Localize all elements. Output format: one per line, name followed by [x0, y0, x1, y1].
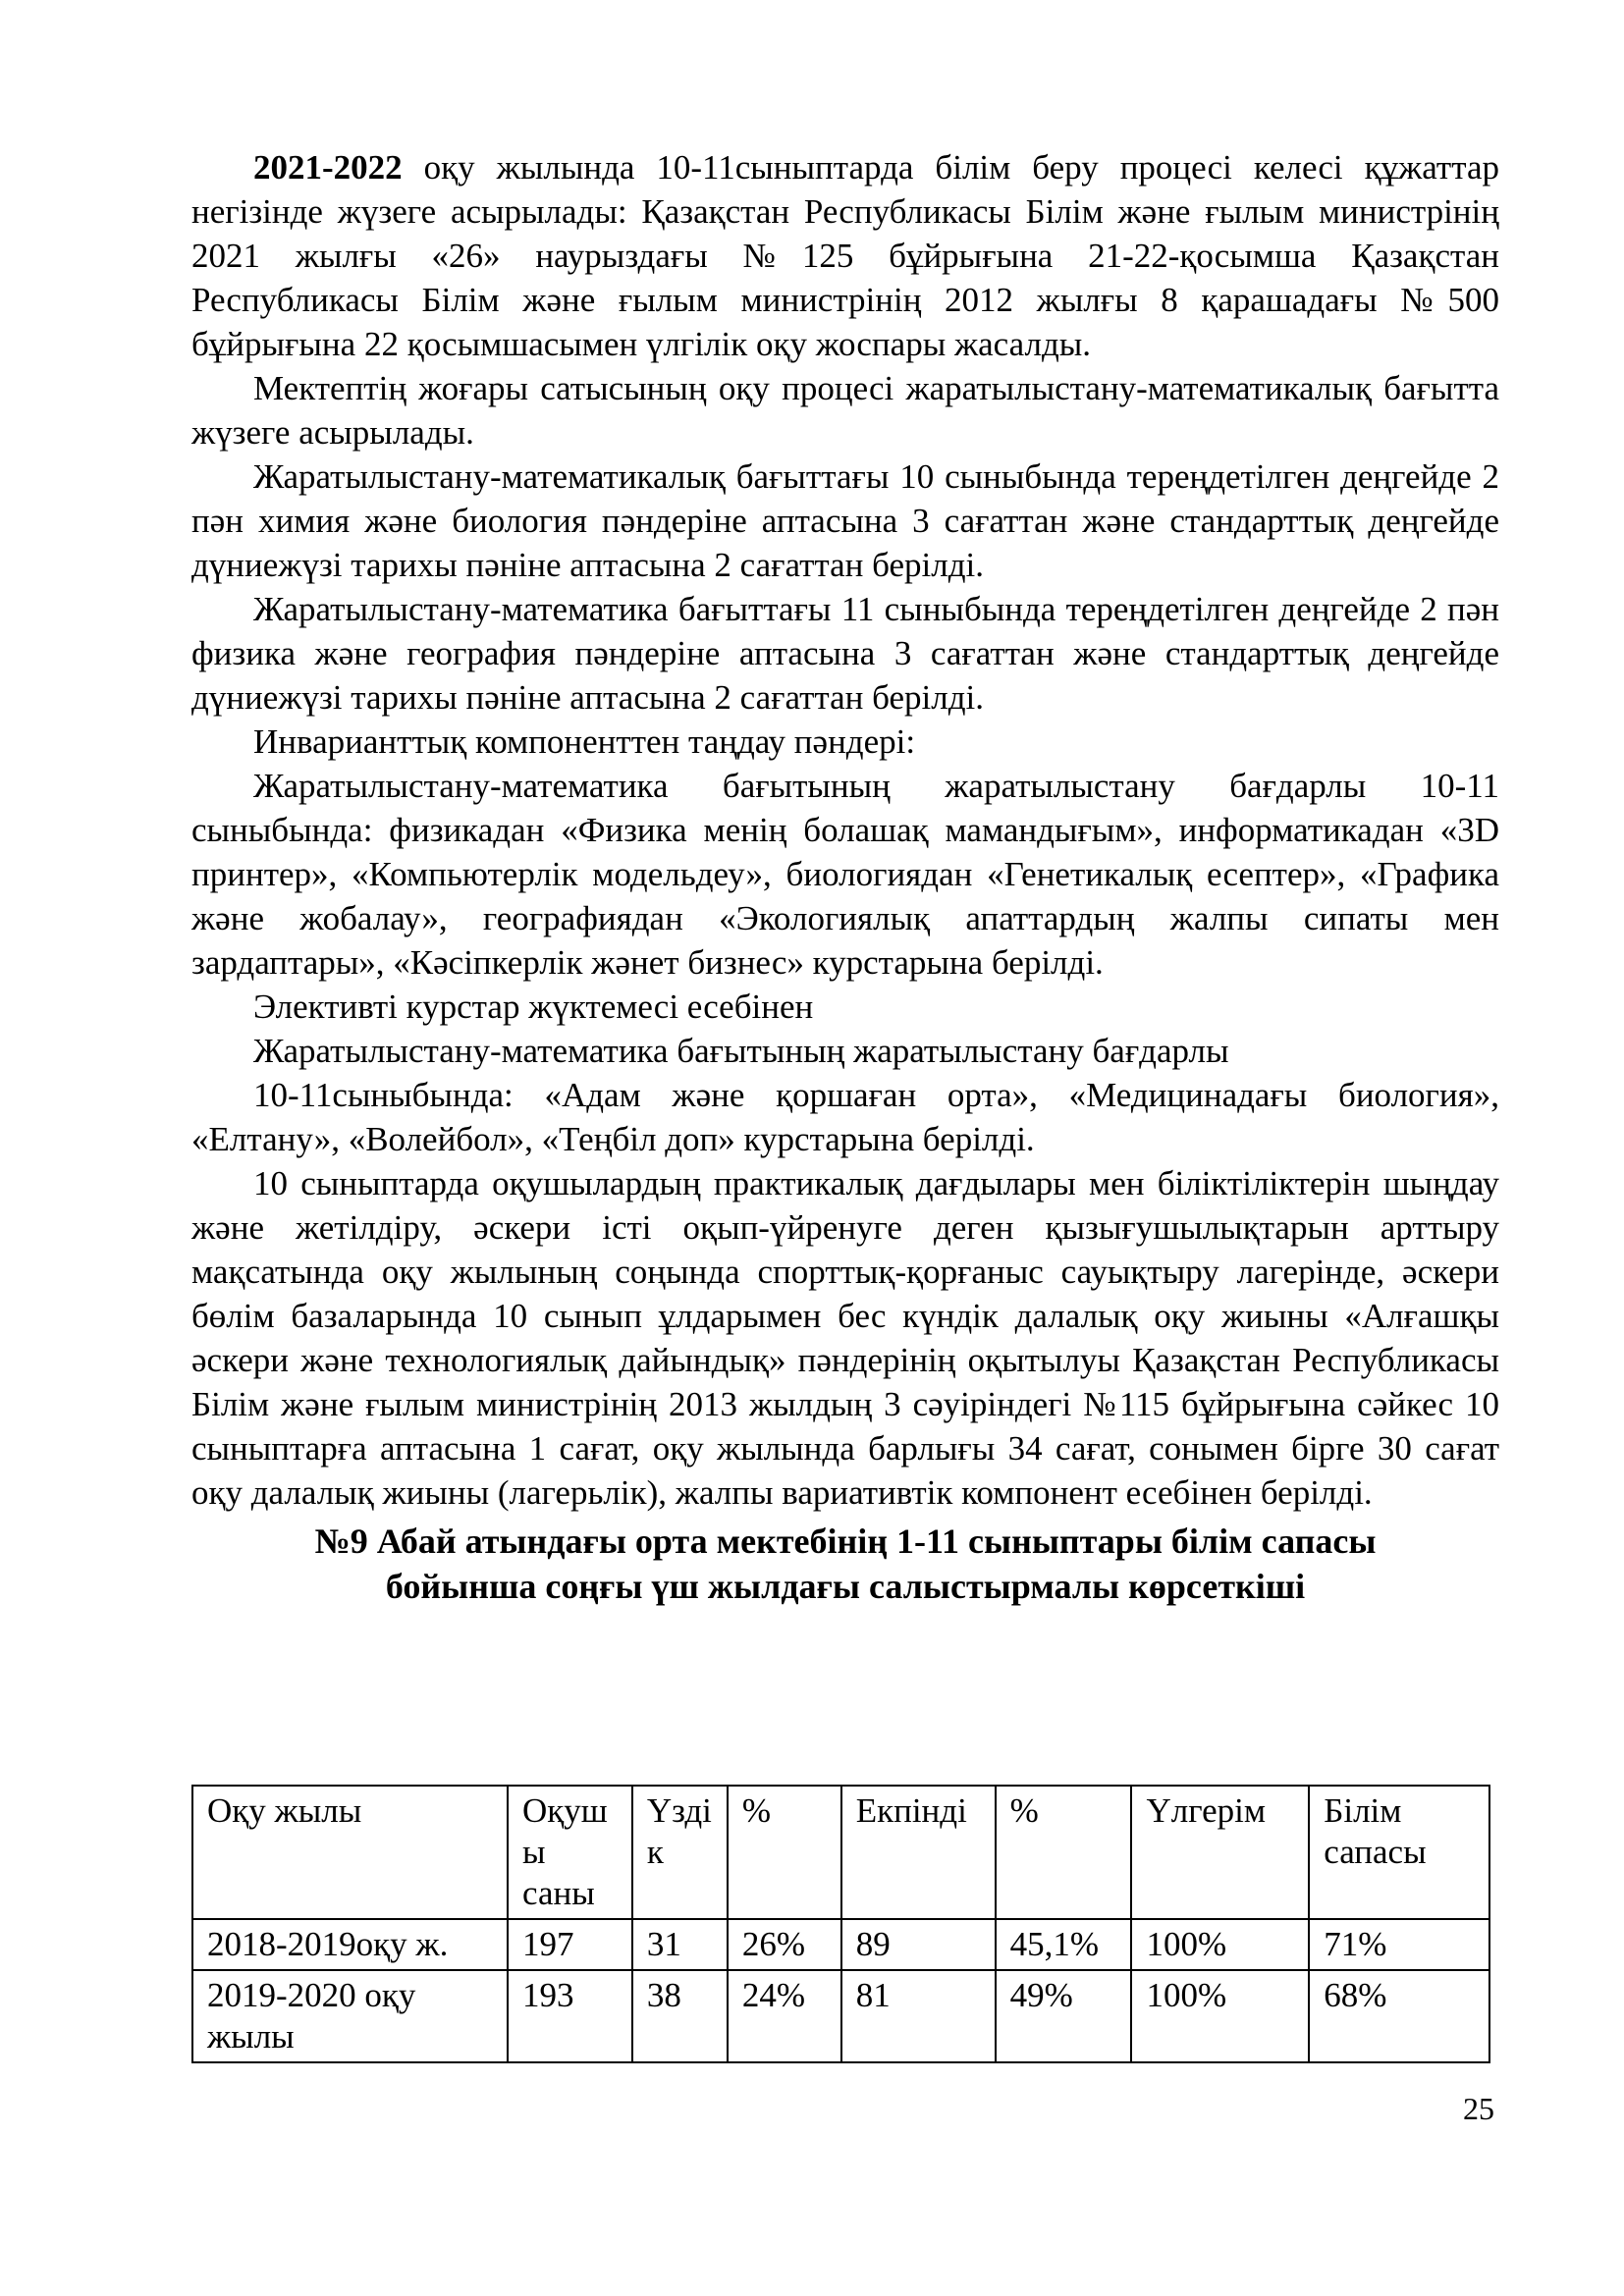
paragraph-2: Мектептің жоғары сатысының оқу процесі жаратылыстану-математикалық бағытта жүзеге асырылады.: [191, 369, 1499, 452]
paragraph-3: Жаратылыстану-математикалық бағыттағы 10 сыныбында тереңдетілген деңгейде 2 пән химия және биология пәндеріне аптасына 3 сағаттан және стандарттық деңгейде дүниежүзі тарихы пәніне аптасына 2 сағаттан берілді.: [191, 457, 1499, 584]
quality-comparison-table: [191, 1785, 1490, 2063]
header-cell: Оқуш ы саны: [508, 1786, 632, 1919]
table-cell: 49%: [996, 1970, 1132, 2062]
paragraph-1-text: оқу жылында 10-11сыныптарда білім беру процесі келесі құжаттар негізінде жүзеге асырылады: Қазақстан Республикасы Білім және ғылым министрінің 2021 жылғы «26» наурыздағы №125 бұйрығына 21-22-қосымша Қазақстан Республикасы Білім және ғылым министрінің 2012 жылғы 8 қарашадағы №500 бұйрығына 22 қосымшасымен үлгілік оқу жоспары жасалды.: [191, 148, 1499, 363]
header-cell: Екпінді: [841, 1786, 996, 1919]
paragraph-6: Жаратылыстану-математика бағытының жаратылыстану бағдарлы 10-11 сыныбында: физикадан «Физика менің болашақ мамандығым», информатикадан «3D принтер», «Компьютерлік модельдеу», биологиядан «Генетикалық есептер», «Графика және жобалау», географиядан «Экологиялық апаттардың жалпы сипаты мен зардаптары», «Кәсіпкерлік жәнет бизнес» курстарына берілді.: [191, 767, 1499, 982]
table-cell: 89: [841, 1919, 996, 1970]
table-cell: 100%: [1131, 1919, 1309, 1970]
header-cell: %: [728, 1786, 841, 1919]
table-row: [192, 1919, 1489, 1970]
table-cell: 26%: [728, 1919, 841, 1970]
header-cell: Үзді к: [632, 1786, 728, 1919]
table-cell: 193: [508, 1970, 632, 2062]
table-heading-line-1: №9 Абай атындағы орта мектебінің 1-11 сыныптары білім сапасы: [314, 1522, 1377, 1561]
table-cell: 81: [841, 1970, 996, 2062]
paragraph-1: [191, 145, 1499, 366]
table-row: [192, 1970, 1489, 2062]
page-number: 25: [1463, 2091, 1494, 2126]
header-cell: %: [996, 1786, 1132, 1919]
table-cell: 100%: [1131, 1970, 1309, 2062]
table-cell: 2018-2019оқу ж.: [192, 1919, 508, 1970]
paragraph-9: 10-11сыныбында: «Адам және қоршаған орта», «Медицинадағы биология», «Елтану», «Волейбол», «Теңбіл доп» курстарына берілді.: [191, 1076, 1499, 1158]
paragraph-5: Инварианттық компоненттен таңдау пәндері:: [253, 722, 916, 761]
table-cell: 38: [632, 1970, 728, 2062]
table-cell: 68%: [1309, 1970, 1489, 2062]
paragraph-4: Жаратылыстану-математика бағыттағы 11 сыныбында тереңдетілген деңгейде 2 пән физика және география пәндеріне аптасына 3 сағаттан және стандарттық деңгейде дүниежүзі тарихы пәніне аптасына 2 сағаттан берілді.: [191, 590, 1499, 717]
table-cell: 24%: [728, 1970, 841, 2062]
paragraph-10: 10 сыныптарда оқушылардың практикалық дағдылары мен біліктіліктерін шыңдау және жетілдіру, әскери істі оқып-үйренуге деген қызығушылықтарын арттыру мақсатында оқу жылының соңында спорттық-қорғаныс сауықтыру лагерінде, әскери бөлім базаларында 10 сынып ұлдарымен бес күндік далалық оқу жиыны «Алғашқы әскери және технологиялық дайындық» пәндерінің оқытылуы Қазақстан Республикасы Білім және ғылым министрінің 2013 жылдың 3 сәуіріндегі №115 бұйрығына сәйкес 10 сыныптарға аптасына 1 сағат, оқу жылында барлығы 34 сағат, сонымен бірге 30 сағат оқу далалық жиыны (лагерьлік), жалпы вариативтік компонент есебінен берілді.: [191, 1164, 1499, 1512]
table-cell: 31: [632, 1919, 728, 1970]
table-heading-line-2: бойынша соңғы үш жылдағы салыстырмалы көрсеткіші: [385, 1567, 1306, 1606]
table-heading: [191, 1519, 1499, 1609]
header-cell: Үлгерім: [1131, 1786, 1309, 1919]
header-cell: Білім сапасы: [1309, 1786, 1489, 1919]
paragraph-8: Жаратылыстану-математика бағытының жаратылыстану бағдарлы: [253, 1032, 1229, 1070]
table-cell: 71%: [1309, 1919, 1489, 1970]
table-cell: 2019-2020 оқу жылы: [192, 1970, 508, 2062]
table-cell: 45,1%: [996, 1919, 1132, 1970]
header-cell: Оқу жылы: [192, 1786, 508, 1919]
table-cell: 197: [508, 1919, 632, 1970]
academic-year: 2021-2022: [253, 148, 403, 187]
document-body: [191, 145, 1499, 1609]
paragraph-7: Элективті курстар жүктемесі есебінен: [253, 988, 814, 1026]
table-header-row: [192, 1786, 1489, 1919]
